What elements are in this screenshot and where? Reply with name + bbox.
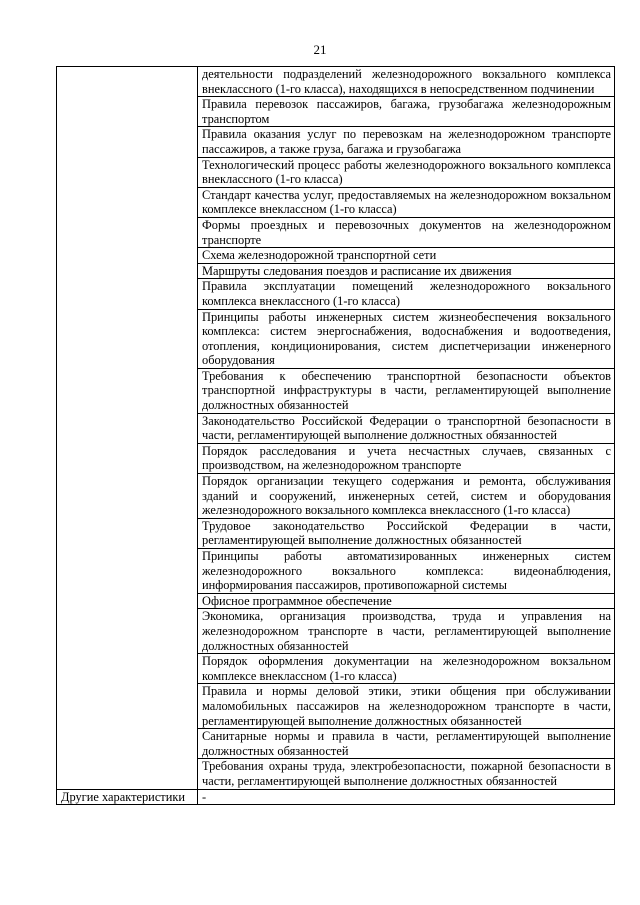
knowledge-item: деятельности подразделений железнодорожного вокзального комплекса внеклассного (1-го класса), находящихся в непосредственном подчинении [198,67,615,97]
knowledge-item: Офисное программное обеспечение [198,593,615,609]
other-characteristics-value: - [198,789,615,805]
knowledge-item: Принципы работы автоматизированных инженерных систем железнодорожного вокзального комплекса: видеонаблюдения, информирования пассажиров, противопожарной системы [198,549,615,594]
knowledge-item: Требования к обеспечению транспортной безопасности объектов транспортной инфраструктуры в части, регламентирующей выполнение должностных обязанностей [198,368,615,413]
table-row-other [57,789,615,805]
table-cell-empty [57,67,198,790]
requirements-table-body [57,67,615,805]
knowledge-item: Правила и нормы деловой этики, этики общения при обслуживании маломобильных пассажиров на железнодорожном транспорте в части, регламентирующей выполнение должностных обязанностей [198,684,615,729]
knowledge-item: Порядок организации текущего содержания и ремонта, обслуживания зданий и сооружений, инженерных сетей, систем и оборудования железнодорожного вокзального комплекса внеклассного (1-го класса) [198,474,615,519]
knowledge-item: Правила перевозок пассажиров, багажа, грузобагажа железнодорожным транспортом [198,97,615,127]
knowledge-item: Требования охраны труда, электробезопасности, пожарной безопасности в части, регламентирующей выполнение должностных обязанностей [198,759,615,789]
knowledge-item: Правила эксплуатации помещений железнодорожного вокзального комплекса внеклассного (1-го класса) [198,279,615,309]
other-characteristics-label: Другие характеристики [57,789,198,805]
knowledge-item: Законодательство Российской Федерации о транспортной безопасности в части, регламентирующей выполнение должностных обязанностей [198,413,615,443]
knowledge-item: Санитарные нормы и правила в части, регламентирующей выполнение должностных обязанностей [198,729,615,759]
knowledge-item: Трудовое законодательство Российской Федерации в части, регламентирующей выполнение должностных обязанностей [198,518,615,548]
knowledge-item: Порядок оформления документации на железнодорожном вокзальном комплексе внеклассном (1-го класса) [198,654,615,684]
table-row [57,67,615,97]
knowledge-item: Технологический процесс работы железнодорожного вокзального комплекса внеклассного (1-го класса) [198,157,615,187]
knowledge-item: Формы проездных и перевозочных документов на железнодорожном транспорте [198,217,615,247]
knowledge-item: Маршруты следования поездов и расписание их движения [198,263,615,279]
page-number: 21 [313,42,327,57]
knowledge-item: Принципы работы инженерных систем жизнеобеспечения вокзального комплекса: систем энергоснабжения, водоснабжения и водоотведения, отопления, кондиционирования, систем диспетчеризации инженерного оборудования [198,309,615,368]
knowledge-item: Правила оказания услуг по перевозкам на железнодорожном транспорте пассажиров, а также груза, багажа и грузобагажа [198,127,615,157]
knowledge-item: Стандарт качества услуг, предоставляемых на железнодорожном вокзальном комплексе внеклассном (1-го класса) [198,187,615,217]
knowledge-item: Схема железнодорожной транспортной сети [198,248,615,264]
requirements-table [56,66,615,805]
knowledge-item: Порядок расследования и учета несчастных случаев, связанных с производством, на железнодорожном транспорте [198,443,615,473]
knowledge-item: Экономика, организация производства, труда и управления на железнодорожном транспорте в части, регламентирующей выполнение должностных обязанностей [198,609,615,654]
